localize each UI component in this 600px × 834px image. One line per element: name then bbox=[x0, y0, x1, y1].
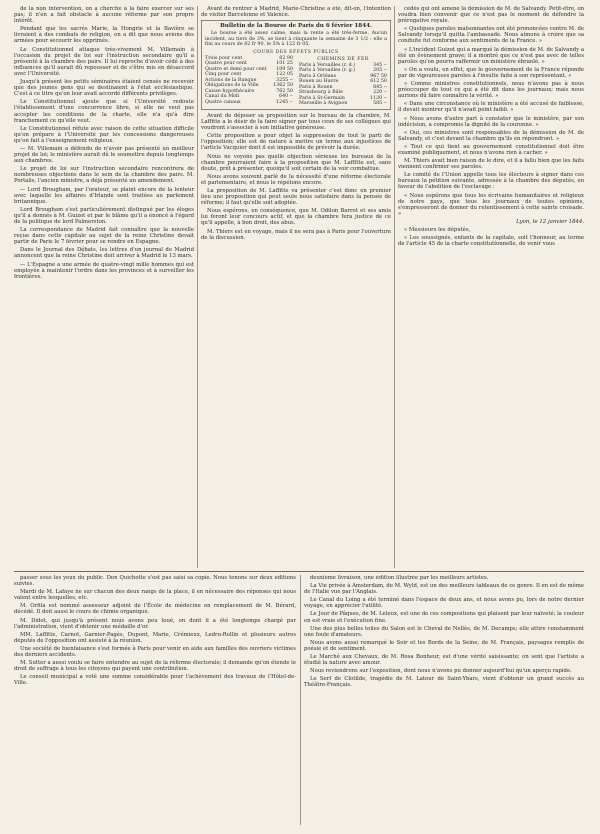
quote-value: 109 50 bbox=[276, 66, 293, 72]
article-paragraph: Une société de bienfaisance s'est formée à Paris pour venir en aide aux familles des ouvriers victimes des derniers accidents. bbox=[14, 645, 296, 659]
article-paragraph: La Vie privée à Amsterdam, de M. Wyld, est un des meilleurs tableaux de ce genre. Il en est de même de l'Italie vue par l'Anglais. bbox=[304, 583, 584, 596]
article-paragraph: « Tout ce qui tient au gouvernement constitutionnel doit être examiné publiquement, et nous n'avons rien à cacher. » bbox=[398, 143, 584, 156]
column-1 bbox=[14, 6, 194, 568]
quote-value: 1120 -- bbox=[370, 95, 387, 101]
article-paragraph: — L'Espagne a une armée de quatre-vingt mille hommes qui est employée à maintenir l'ordre dans les provinces et à surveiller les frontières. bbox=[14, 261, 194, 280]
article-paragraph: Le Jour de Pâques, de M. Leleux, est une de ces compositions qui plaisent par leur naïveté; la couleur en est vraie et l'exécution fine. bbox=[304, 611, 584, 624]
article-paragraph: Avant de déposer sa proposition sur le bureau de la chambre, M. Laffitte a le désir de la faire signer par tous ceux de ses collègues qui voudront s'associer à son initiative généreuse. bbox=[201, 112, 391, 132]
article-paragraph: « Quelques paroles malsonnantes ont été prononcées contre M. de Salvandy lorsqu'il quitta l'ambassade. Nous aimons à croire que sa conduite fut conforme aux sentiments de la France. » bbox=[398, 26, 584, 45]
article-paragraph: M. Sutter a aussi voulu se faire entendre au sujet de la réforme électorale; il demande qu'on étende le droit de suffrage à tous les citoyens qui payent une contribution. bbox=[14, 660, 296, 673]
article-paragraph: Mardi de M. Lafaye ne sur chacun des deux rangs de la place, il en nécessaire des réponses qui nous valent entre lesquelles, etc. bbox=[14, 589, 296, 602]
quote-value: 1245 -- bbox=[276, 99, 293, 105]
article-paragraph: « Oui, ces ministres sont responsables de la démission de M. de Salvandy, et c'est devant la chambre qu'ils en répondront. » bbox=[398, 129, 584, 142]
article-paragraph: Dans le Journal des Débats, les lettres d'un journal de Madrid annoncent que la reine Christine doit arriver à Madrid le 13 mars. bbox=[14, 247, 194, 260]
quote-label: Marseille à Avignon bbox=[299, 101, 348, 107]
bulletin-intro: Le bourse a été assez calme, mais la rente a été très-ferme. Aucun incident, au tiers de 3%, se tient à cinquante la semaine de 3 1/2 : elle a fini au cours de 82 fr 90, le 5% à 122 fr 05. bbox=[205, 31, 387, 48]
column-divider bbox=[394, 6, 395, 568]
article-paragraph: Le Canal du Loing a été terminé dans l'espace de deux ans, et nous avons pu, lors de notre dernier voyage, en apprécier l'utilité. bbox=[304, 597, 584, 610]
article-paragraph: « On a voulu, en effet, que le gouvernement de la France réponde par de vigoureuses paroles à l'insulte faite à son représentant. » bbox=[398, 66, 584, 79]
article-paragraph: Nous avons souvent parlé de la nécessité d'une réforme électorale et parlementaire, et nous le répétons encore. bbox=[201, 173, 391, 186]
article-paragraph: « Dans une circonstance où le ministère a été accusé de faiblesse, il devait montrer qu'il n'avait point faibli. » bbox=[398, 101, 584, 114]
article-paragraph: Nous avons aussi remarqué le Soir et les Bords de la Seine, de M. Français, paysages remplis de poésie et de sentiment. bbox=[304, 639, 584, 652]
article-paragraph: Le conseil municipal a voté une somme considérable pour l'achèvement des travaux de l'Hôtel-de-Ville. bbox=[14, 674, 296, 687]
quote-label: Cinq pour cent bbox=[205, 72, 242, 78]
quote-label: Canal du Midi bbox=[205, 94, 240, 100]
column-divider bbox=[300, 575, 301, 825]
column-3 bbox=[398, 6, 584, 568]
article-paragraph: « L'incident Guizot qui a marqué la démission de M. de Salvandy a été un évènement grave; il a montré que ce n'est pas avec de telles paroles qu'on pourra raffermir un ministère ébranlé. » bbox=[398, 46, 584, 65]
quote-value: 82 90 bbox=[279, 55, 293, 61]
article-paragraph: deuxième livraison, une édition illustrée par les meilleurs artistes. bbox=[310, 575, 489, 581]
article-paragraph: M. Thiers est en voyage, mais il ne sera pas à Paris pour l'ouverture de la discussion. bbox=[201, 228, 391, 241]
article-paragraph: M. Orfila est nommé assesseur adjoint de l'École de médecine en remplacement de M. Bérard, décédé. Il doit aussi le cours de chimie organique. bbox=[14, 603, 296, 616]
article-paragraph: — Lord Brougham, par l'orateur, se plaint encore de la lenteur avec laquelle les affaires d'Irlande sont traitées au parlement britannique. bbox=[14, 186, 194, 205]
quote-label: Trois pour cent bbox=[205, 55, 243, 61]
bulletin-left-table bbox=[205, 56, 293, 107]
article-paragraph: cédés qui ont amené la démission de M. de Salvandy. Petit-être, on voudra bien convenir que ce n'est pas le moment de défendre la prérogative royale. bbox=[398, 6, 584, 25]
article-paragraph: Nous ne voyons pas quelle objection sérieuse les bureaux de la chambre pourraient faire à la proposition que M. Laffitte est, sans doute, prêt à présenter, quoiqu'il soit certain de la voir combattue. bbox=[201, 153, 391, 172]
quote-row bbox=[299, 101, 387, 107]
article-paragraph: passer sous les yeux du public. Don Quichotte s'est pas saisi sa copie. Nous tenons sur deux éditions suivies. bbox=[14, 575, 296, 588]
quote-label: Quatre et demi pour cent bbox=[205, 66, 267, 72]
article-paragraph: Une des plus belles toiles du Salon est le Cheval de Nellès, de M. Decamps; elle attire constamment une foule d'amateurs. bbox=[304, 625, 584, 638]
article-paragraph: MM. Laffitte, Carnot, Garnier-Pagès, Dupont, Marie, Crémieux, Ledru-Rollin et plusieurs autres députés de l'opposition ont assisté à la réunion. bbox=[14, 631, 296, 644]
quote-label: Paris à Rouen bbox=[299, 84, 333, 90]
quote-label: Obligations de la Ville bbox=[205, 83, 259, 89]
quote-label: Quatre pour cent bbox=[205, 61, 247, 67]
article-paragraph: Lord Brougham s'est particulièrement distingué par les éloges qu'il a donnés à M. Guizot et par le blâme qu'il a énoncé à l'égard de la politique de lord Palmerston. bbox=[14, 206, 194, 225]
letter-salutation: « Messieurs les députés, bbox=[404, 226, 471, 233]
quote-value: 122 05 bbox=[276, 72, 293, 78]
quote-label: Rouen au Havre bbox=[299, 79, 339, 85]
article-paragraph: « Nous avons d'autre part à constater que le ministère, par son indécision, a compromis la dignité de la couronne. » bbox=[398, 115, 584, 128]
bottom-column-1 bbox=[14, 575, 296, 825]
column-divider bbox=[197, 6, 198, 568]
letter-closing: « Les soussignés, enfants de la capitale, soit l'honneur, au terme de l'article 45 de la charte constitutionnelle, de venir vous bbox=[398, 235, 584, 248]
lead-paragraph: Avant de rentrer à Madrid, Marie-Christine a été, dit-on, l'intention de visiter Barcelonne et Valence. bbox=[201, 6, 391, 19]
article-paragraph: M. Thiers avait bien raison de le dire, et il a fallu bien que les faits viennent confirmer ses paroles. bbox=[398, 158, 584, 171]
bulletin-title: Bulletin de la Bourse de Paris du 6 février 1844. bbox=[220, 23, 372, 30]
quote-label: Caisse hypothécaire bbox=[205, 88, 255, 94]
article-paragraph: « Comme ministres constitutionnels, nous n'avons pas à nous préoccuper de tout ce qui a été dit dans les journaux; mais nous aurions dû faire connaître la vérité. » bbox=[398, 81, 584, 100]
quote-label: Paris à St-Germain bbox=[299, 95, 345, 101]
article-paragraph: Jusqu'à présent les petits séminaires étaient censés ne recevoir que des jeunes gens qui se destinaient à l'état ecclésiastique. C'est à ce titre qu'on leur avait accordé différents privilèges. bbox=[14, 79, 194, 98]
letter-date: Lyon, le 12 janvier 1844. bbox=[516, 218, 584, 225]
bourse-bulletin bbox=[201, 20, 391, 110]
article-paragraph: de la non intervention, on a cherché à la faire exercer sur ses pas; il n'en a fait obstacle à aucune réforme par son propre intérêt. bbox=[14, 6, 194, 25]
article-paragraph: Le Serf de Clotilde, tragédie de M. Latour de Saint-Ybars, vient d'obtenir un grand succès au Théâtre-Français. bbox=[304, 676, 584, 689]
article-paragraph: Pendant que les sacrés Marie, la Hongrie et la Bavière se livraient à des combats de religion, on a dit que nous avions des armées pour secourir les opprimés. bbox=[14, 26, 194, 45]
quote-label: Quatre canaux bbox=[205, 99, 241, 105]
bulletin-subtitle: COURS DES EFFETS PUBLICS bbox=[253, 49, 339, 55]
column-2 bbox=[201, 6, 391, 568]
article-paragraph: Le Marché aux Chevaux, de M. Rosa Bonheur, est d'une vérité saisissante; on sent que l'artiste a étudié la nature avec amour. bbox=[304, 654, 584, 667]
section-divider bbox=[14, 571, 584, 572]
quote-value: 101 25 bbox=[276, 61, 293, 67]
article-paragraph: La correspondance de Madrid fait connaître que la nouvelle reçue dans cette capitale au sujet de la reine Christine devait partir de Paris le 7 février pour se rendre en Espagne. bbox=[14, 227, 194, 246]
quote-label: Strasbourg à Bâle bbox=[299, 90, 343, 96]
quote-label: Paris à Versailles (r. d.) bbox=[299, 62, 356, 68]
quote-value: 220 -- bbox=[373, 90, 387, 96]
quote-value: 585 -- bbox=[373, 101, 387, 107]
article-paragraph: Le Constitutionnel ajoute que si l'Université redoute l'établissement d'une concurrence libre, si elle ne veut pas accepter les conditions de la charte, elle n'a qu'à dire franchement ce qu'elle veut. bbox=[14, 99, 194, 124]
article-paragraph: — M. Villemain a défendu de n'avoir pas présenté un meilleur projet de loi; le ministère aurait dû le soumettre depuis longtemps aux chambres. bbox=[14, 145, 194, 165]
quote-value: 1362 50 bbox=[273, 83, 293, 89]
quote-value: 205 -- bbox=[373, 68, 387, 74]
article-paragraph: Le Constitutionnel réfute avec raison de cette situation difficile qu'on prépare à l'Université par les concessions dangereuses qu'on fait à l'enseignement religieux. bbox=[14, 125, 194, 144]
quote-row bbox=[205, 100, 293, 106]
bulletin-right-table bbox=[299, 56, 387, 107]
article-paragraph: Le Constitutionnel attaque très-vivement M. Villemain à l'occasion du projet de loi sur l'instruction secondaire qu'il a présenté à la chambre des pairs. Il lui reproche d'avoir cédé à des influences qu'il aurait dû repousser et de s'être mis en désaccord avec l'Université. bbox=[14, 46, 194, 77]
article-paragraph: La proposition de M. Laffitte va présenter c'est donc en premier lieu une proposition qui peut seule nous satisfaire dans la pensée de réforme; il faut qu'elle soit adoptée. bbox=[201, 188, 391, 207]
quote-value: 640 -- bbox=[279, 94, 293, 100]
quote-label: Paris à Versailles (r. g.) bbox=[299, 68, 356, 74]
quote-value: 762 50 bbox=[276, 88, 293, 94]
bottom-column-2 bbox=[304, 575, 584, 825]
article-paragraph: Le projet de loi sur l'instruction secondaire rencontrera de nombreuses objections dans le sein de la chambre des pairs. M. Portalis, l'ancien ministre, a déjà présenté un amendement. bbox=[14, 166, 194, 185]
article-paragraph: Cette proposition a pour objet la suppression de tout le parti de l'opposition; elle est de nature à mettre un terme aux injustices de l'article Vacquier dont il est impossible de prévoir la durée. bbox=[201, 133, 391, 152]
quote-value: 3255 -- bbox=[276, 77, 293, 83]
article-paragraph: M. Didot, qui jusqu'à présent nous avons peu loué, on dont il a été longtemps chargé par l'administration, vient d'obtenir une médaille d'or. bbox=[14, 617, 296, 630]
quote-label: Paris à Orléans bbox=[299, 73, 337, 79]
quote-value: 845 -- bbox=[373, 84, 387, 90]
quote-value: 967 50 bbox=[370, 73, 387, 79]
article-paragraph: Le comité de l'Union appelle tous les électeurs à signer dans ces bureaux la pétition suivante, adressée à la chambre des députés, en faveur de l'abolition de l'esclavage : bbox=[398, 172, 584, 191]
article-paragraph: « Nous espérons que tous les écrivains humanitaires et religieux de notre pays, que tous les journaux de toutes opinions, s'empresseront de donner du retentissement à cette sainte croisade. » bbox=[398, 192, 584, 217]
quote-label: Actions de la Banque bbox=[205, 77, 257, 83]
article-paragraph: Nous reviendrons sur l'exposition, dont nous n'avons pu donner aujourd'hui qu'un aperçu rapide. bbox=[310, 668, 572, 675]
quote-value: 612 50 bbox=[370, 79, 387, 85]
bulletin-subtitle-railways: CHEMINS DE FER bbox=[317, 56, 369, 62]
quote-value: 345 -- bbox=[373, 62, 387, 68]
article-paragraph: Nous espérons, en conséquence, que M. Odilon Barrot et ses amis lui feront leur concours actif, et que la chambre fera justice de ce qu'il appelle, à bon droit, des abus. bbox=[201, 208, 391, 227]
